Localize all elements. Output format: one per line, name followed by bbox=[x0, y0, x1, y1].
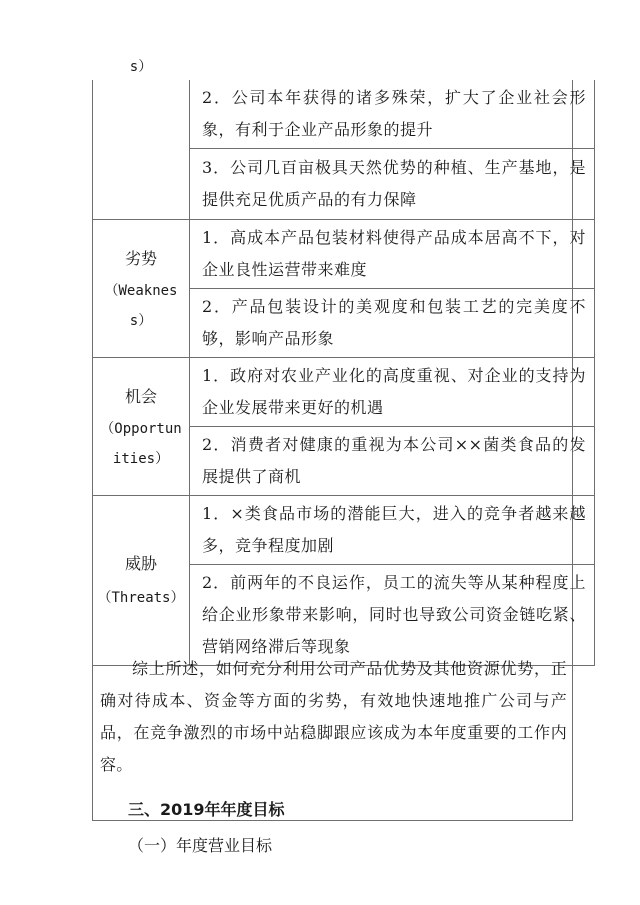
table-cell-item: 1．×类食品市场的潜能巨大，进入的竞争者越来越多，竞争程度加剧 bbox=[190, 496, 595, 565]
table-row-weakness bbox=[93, 220, 595, 289]
category-sub: （Opportunities） bbox=[100, 420, 182, 467]
category-main: 劣势 bbox=[124, 248, 157, 268]
table-row-threats bbox=[93, 496, 595, 565]
table-row-opportunities bbox=[93, 358, 595, 427]
subsection-heading: （一）年度营业目标 bbox=[128, 836, 273, 855]
swot-table bbox=[92, 59, 595, 666]
table-cell-item: 2．前两年的不良运作，员工的流失等从某种程度上给企业形象带来影响，同时也导致公司资金链吃紧、营销网络滞后等现象 bbox=[190, 565, 595, 666]
table-cell-item: 2．消费者对健康的重视为本公司××菌类食品的发展提供了商机 bbox=[190, 427, 595, 496]
category-sub: （Weakness） bbox=[104, 282, 178, 329]
category-main: 威胁 bbox=[124, 553, 157, 573]
table-cell-item: 2．产品包装设计的美观度和包装工艺的完美度不够，影响产品形象 bbox=[190, 289, 595, 358]
category-sub: s） bbox=[129, 59, 153, 75]
category-cell-strengths bbox=[93, 59, 190, 220]
section-heading: 三、2019年年度目标 bbox=[128, 800, 285, 819]
summary-paragraph: 综上所述，如何充分利用公司产品优势及其他资源优势，正确对待成本、资金等方面的劣势，有效地快速地推广公司与产品，在竞争激烈的市场中站稳脚跟应该成为本年度重要的工作内容。 bbox=[100, 659, 567, 774]
body-text-block bbox=[92, 653, 573, 861]
category-cell-threats bbox=[93, 496, 190, 666]
category-cell-opportunities bbox=[93, 358, 190, 496]
category-main: 机会 bbox=[124, 386, 157, 406]
table-cell-item: 1．高成本产品包装材料使得产品成本居高不下，对企业良性运营带来难度 bbox=[190, 220, 595, 289]
table-cell-item: 2．公司本年获得的诸多殊荣，扩大了企业社会形象，有利于企业产品形象的提升 bbox=[190, 80, 595, 149]
category-sub: （Threats） bbox=[97, 589, 185, 606]
table-row-strengths bbox=[93, 80, 595, 149]
table-cell-item: 3．公司几百亩极具天然优势的种植、生产基地，是提供充足优质产品的有力保障 bbox=[190, 149, 595, 220]
table-cell-item: 1．政府对农业产业化的高度重视、对企业的支持为企业发展带来更好的机遇 bbox=[190, 358, 595, 427]
category-cell-weakness bbox=[93, 220, 190, 358]
